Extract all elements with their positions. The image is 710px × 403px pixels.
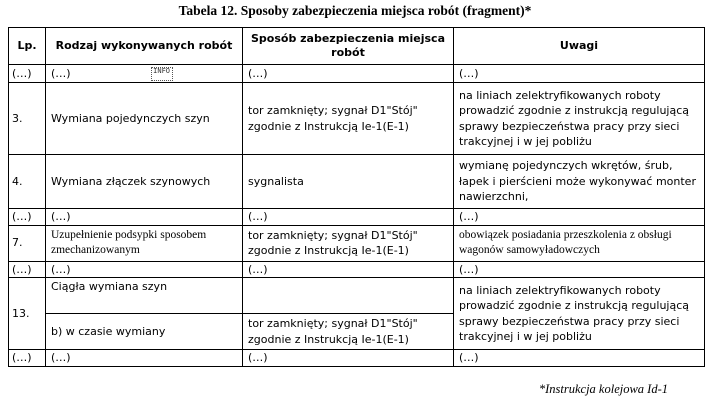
- row-13-sposob-b: tor zamknięty; sygnał D1"Stój" zgodnie z Instrukcją Ie-1(E-1): [243, 314, 454, 350]
- ellipsis-cell: (…): [46, 261, 243, 278]
- table-row: [9, 225, 705, 261]
- ellipsis-cell: (…): [9, 65, 46, 83]
- table-row: [9, 83, 705, 155]
- ellipsis-cell: (…): [454, 350, 705, 367]
- header-sposob: Sposób zabezpieczenia miejsca robót: [243, 28, 454, 65]
- table-row: [9, 278, 705, 314]
- ellipsis-cell: (…): [9, 350, 46, 367]
- header-uwagi: Uwagi: [454, 28, 705, 65]
- row-13-lp: 13.: [9, 278, 46, 350]
- row-13-sposob-a: [243, 278, 454, 314]
- row-7-uwagi: obowiązek posiadania przeszkolenia z obsługi wagonów samowyładowczych: [454, 225, 705, 261]
- row-13-rodzaj-b: b) w czasie wymiany: [46, 314, 243, 350]
- table-row: [9, 350, 705, 367]
- row-4-rodzaj: Wymiana złączek szynowych: [46, 155, 243, 209]
- row-7-sposob: tor zamknięty; sygnał D1"Stój" zgodnie z Instrukcją Ie-1(E-1): [243, 225, 454, 261]
- ellipsis-cell: (…): [454, 65, 705, 83]
- ellipsis-cell: (…): [243, 65, 454, 83]
- row-13-rodzaj-a: Ciągła wymiana szyn: [46, 278, 243, 314]
- ellipsis-cell: (…): [243, 261, 454, 278]
- row-4-uwagi: wymianę pojedynczych wkrętów, śrub, łapek i pierścieni może wykonywać monter nawierzchni,: [454, 155, 705, 209]
- row-3-lp: 3.: [9, 83, 46, 155]
- row-7-rodzaj: Uzupełnienie podsypki sposobem zmechanizowanym: [46, 225, 243, 261]
- row-3-sposob: tor zamknięty; sygnał D1"Stój" zgodnie z Instrukcją Ie-1(E-1): [243, 83, 454, 155]
- table-row: [9, 209, 705, 226]
- table-row: [9, 261, 705, 278]
- ellipsis-cell: (…): [243, 209, 454, 226]
- footnote: *Instrukcja kolejowa Id-1: [538, 382, 668, 396]
- ellipsis-cell: (…) INFO: [46, 65, 243, 83]
- header-row: [9, 28, 705, 65]
- safety-table: [8, 27, 705, 367]
- row-3-rodzaj: Wymiana pojedynczych szyn: [46, 83, 243, 155]
- row-7-lp: 7.: [9, 225, 46, 261]
- table-row: [9, 65, 705, 83]
- ellipsis-cell: (…): [9, 209, 46, 226]
- ellipsis-cell: (…): [454, 261, 705, 278]
- table-row: [9, 155, 705, 209]
- table-title: Tabela 12. Sposoby zabezpieczenia miejsca robót (fragment)*: [178, 3, 532, 18]
- ellipsis-cell: (…): [46, 209, 243, 226]
- row-4-lp: 4.: [9, 155, 46, 209]
- row-4-sposob: sygnalista: [243, 155, 454, 209]
- ellipsis-cell: (…): [243, 350, 454, 367]
- row-13-uwagi: na liniach zelektryfikowanych roboty prowadzić zgodnie z instrukcją regulującą sprawy bezpieczeństwa pracy przy sieci trakcyjnej i w jej pobliżu: [454, 278, 705, 350]
- info-icon: INFO: [151, 67, 173, 81]
- ellipsis-cell: (…): [454, 209, 705, 226]
- header-lp: Lp.: [9, 28, 46, 65]
- ellipsis-cell: (…): [46, 350, 243, 367]
- ellipsis-cell: (…): [9, 261, 46, 278]
- header-rodzaj: Rodzaj wykonywanych robót: [46, 28, 243, 65]
- row-3-uwagi: na liniach zelektryfikowanych roboty prowadzić zgodnie z instrukcją regulującą sprawy bezpieczeństwa pracy przy sieci trakcyjnej i w jej pobliżu: [454, 83, 705, 155]
